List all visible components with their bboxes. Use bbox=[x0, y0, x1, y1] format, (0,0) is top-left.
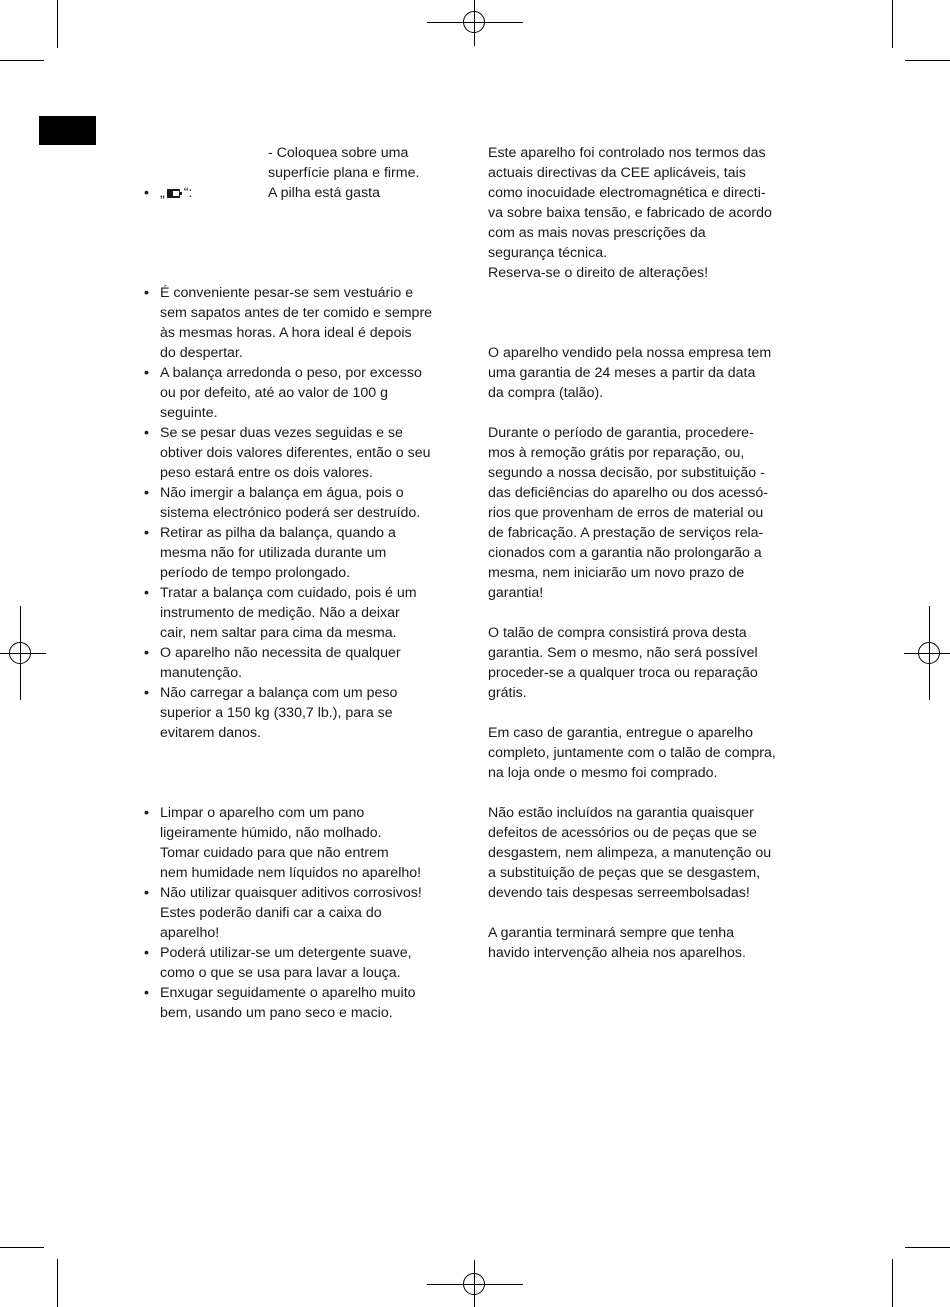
text-line: O talão de compra consistirá prova desta bbox=[488, 625, 747, 641]
text-line: superior a 150 kg (330,7 lb.), para se bbox=[160, 705, 393, 721]
text-line: segundo a nossa decisão, por substituição - bbox=[488, 465, 765, 481]
text-line: Em caso de garantia, entregue o aparelho bbox=[488, 725, 754, 741]
text-line: Este aparelho foi controlado nos termos das bbox=[488, 145, 766, 161]
text-line: desgastem, nem alimpeza, a manutenção ou bbox=[488, 845, 772, 861]
text-line: • Retirar as pilha da balança, quando a bbox=[160, 525, 396, 541]
text-line: peso estará entre os dois valores. bbox=[160, 465, 373, 481]
text-line: seguinte. bbox=[160, 405, 218, 421]
text-line: devendo tais despesas serreembolsadas! bbox=[488, 885, 750, 901]
text-line: período de tempo prolongado. bbox=[160, 565, 351, 581]
text-line: • Se se pesar duas vezes seguidas e se bbox=[160, 425, 403, 441]
text-line: garantia! bbox=[488, 585, 544, 601]
text-line: • Não imergir a balança em água, pois o bbox=[160, 485, 404, 501]
text-line: a substituição de peças que se desgastem, bbox=[488, 865, 761, 881]
text-line: aparelho! bbox=[160, 925, 220, 941]
text-line: segurança técnica. bbox=[488, 245, 608, 261]
list-item bbox=[144, 363, 466, 423]
text-line: às mesmas horas. A hora ideal é depois bbox=[160, 325, 412, 341]
text-line: uma garantia de 24 meses a partir da data bbox=[488, 365, 756, 381]
text-line: • A balança arredonda o peso, por excesso bbox=[160, 365, 422, 381]
paragraph bbox=[488, 343, 808, 403]
paragraph bbox=[488, 423, 808, 603]
text-line: mesma não for utilizada durante um bbox=[160, 545, 387, 561]
text-line: • O aparelho não necessita de qualquer bbox=[160, 645, 401, 661]
text-line: • Tratar a balança com cuidado, pois é um bbox=[160, 585, 417, 601]
text-line: O aparelho vendido pela nossa empresa tem bbox=[488, 345, 772, 361]
text-line: Estes poderão danifi car a caixa do bbox=[160, 905, 382, 921]
text-line: bem, usando um pano seco e macio. bbox=[160, 1005, 393, 1021]
list-item bbox=[144, 683, 466, 743]
list-item bbox=[144, 983, 466, 1023]
text-line: completo, juntamente com o talão de compra, bbox=[488, 745, 776, 761]
list-item bbox=[144, 423, 466, 483]
text-line: da compra (talão). bbox=[488, 385, 604, 401]
text-line: • Não utilizar quaisquer aditivos corrosivos! bbox=[160, 885, 422, 901]
weighing-tips-list bbox=[144, 283, 466, 743]
right-column bbox=[488, 143, 808, 963]
paragraph bbox=[488, 723, 808, 783]
paragraph bbox=[488, 803, 808, 903]
text-line: ligeiramente húmido, não molhado. bbox=[160, 825, 382, 841]
text-line: • É conveniente pesar-se sem vestuário e bbox=[160, 285, 414, 301]
display-symbol: • „ “: bbox=[144, 183, 192, 203]
text-line: Tomar cuidado para que não entrem bbox=[160, 845, 389, 861]
text-line: cionados com a garantia não prolongarão a bbox=[488, 545, 762, 561]
text-line: grátis. bbox=[488, 685, 527, 701]
text-line: como o que se usa para lavar a louça. bbox=[160, 965, 401, 981]
list-item bbox=[144, 483, 466, 523]
display-symbol-meaning: A pilha está gasta bbox=[268, 185, 381, 201]
text-line: de fabricação. A prestação de serviços rela- bbox=[488, 525, 764, 541]
text-line: Durante o período de garantia, procedere- bbox=[488, 425, 754, 441]
text-line: • Poderá utilizar-se um detergente suave, bbox=[160, 945, 412, 961]
text-line: evitarem danos. bbox=[160, 725, 261, 741]
conformity-section bbox=[488, 143, 808, 283]
text-line: A garantia terminará sempre que tenha bbox=[488, 925, 735, 941]
list-item bbox=[144, 643, 466, 683]
text-line: como inocuidade electromagnética e directi- bbox=[488, 185, 766, 201]
paragraph bbox=[488, 623, 808, 703]
text-line: sistema electrónico poderá ser destruído. bbox=[160, 505, 421, 521]
text-line: • Não carregar a balança com um peso bbox=[160, 685, 398, 701]
paragraph bbox=[488, 923, 808, 963]
text-line: das deficiências do aparelho ou dos acessó- bbox=[488, 485, 768, 501]
display-symbol-item bbox=[144, 183, 466, 203]
list-item bbox=[144, 803, 466, 883]
text-line: - Coloquea sobre uma bbox=[268, 145, 409, 161]
text-line: ou por defeito, até ao valor de 100 g bbox=[160, 385, 388, 401]
text-line: mesma, nem iniciarão um novo prazo de bbox=[488, 565, 745, 581]
cleaning-tips-list bbox=[144, 803, 466, 1023]
display-section bbox=[144, 143, 466, 203]
text-line: proceder-se a qualquer troca ou reparação bbox=[488, 665, 758, 681]
battery-low-icon bbox=[167, 189, 182, 198]
left-column bbox=[144, 143, 466, 1023]
text-line: • Limpar o aparelho com um pano bbox=[160, 805, 365, 821]
text-line: havido intervenção alheia nos aparelhos. bbox=[488, 945, 746, 961]
text-line: obtiver dois valores diferentes, então o seu bbox=[160, 445, 431, 461]
text-line: manutenção. bbox=[160, 665, 243, 681]
text-line: cair, nem saltar para cima da mesma. bbox=[160, 625, 397, 641]
text-line: Reserva-se o direito de alterações! bbox=[488, 265, 709, 281]
list-item bbox=[144, 943, 466, 983]
list-item bbox=[144, 283, 466, 363]
list-item bbox=[144, 583, 466, 643]
text-line: defeitos de acessórios ou de peças que se bbox=[488, 825, 757, 841]
text-line: nem humidade nem líquidos no aparelho! bbox=[160, 865, 422, 881]
text-line: na loja onde o mesmo foi comprado. bbox=[488, 765, 718, 781]
language-tab-marker bbox=[39, 116, 96, 145]
text-line: do despertar. bbox=[160, 345, 243, 361]
text-line: sem sapatos antes de ter comido e sempre bbox=[160, 305, 433, 321]
text-line: va sobre baixa tensão, e fabricado de acordo bbox=[488, 205, 772, 221]
text-line: rios que provenham de erros de material ou bbox=[488, 505, 764, 521]
text-line: garantia. Sem o mesmo, não será possível bbox=[488, 645, 758, 661]
text-line: instrumento de medição. Não a deixar bbox=[160, 605, 400, 621]
list-item bbox=[144, 523, 466, 583]
list-item bbox=[144, 883, 466, 943]
text-line: mos à remoção grátis por reparação, ou, bbox=[488, 445, 745, 461]
guarantee-section bbox=[488, 343, 808, 963]
text-line: com as mais novas prescrições da bbox=[488, 225, 706, 241]
text-line: • Enxugar seguidamente o aparelho muito bbox=[160, 985, 416, 1001]
text-line: Não estão incluídos na garantia quaisquer bbox=[488, 805, 754, 821]
text-line: superfície plana e firme. bbox=[268, 165, 420, 181]
text-line: actuais directivas da CEE aplicáveis, tais bbox=[488, 165, 746, 181]
